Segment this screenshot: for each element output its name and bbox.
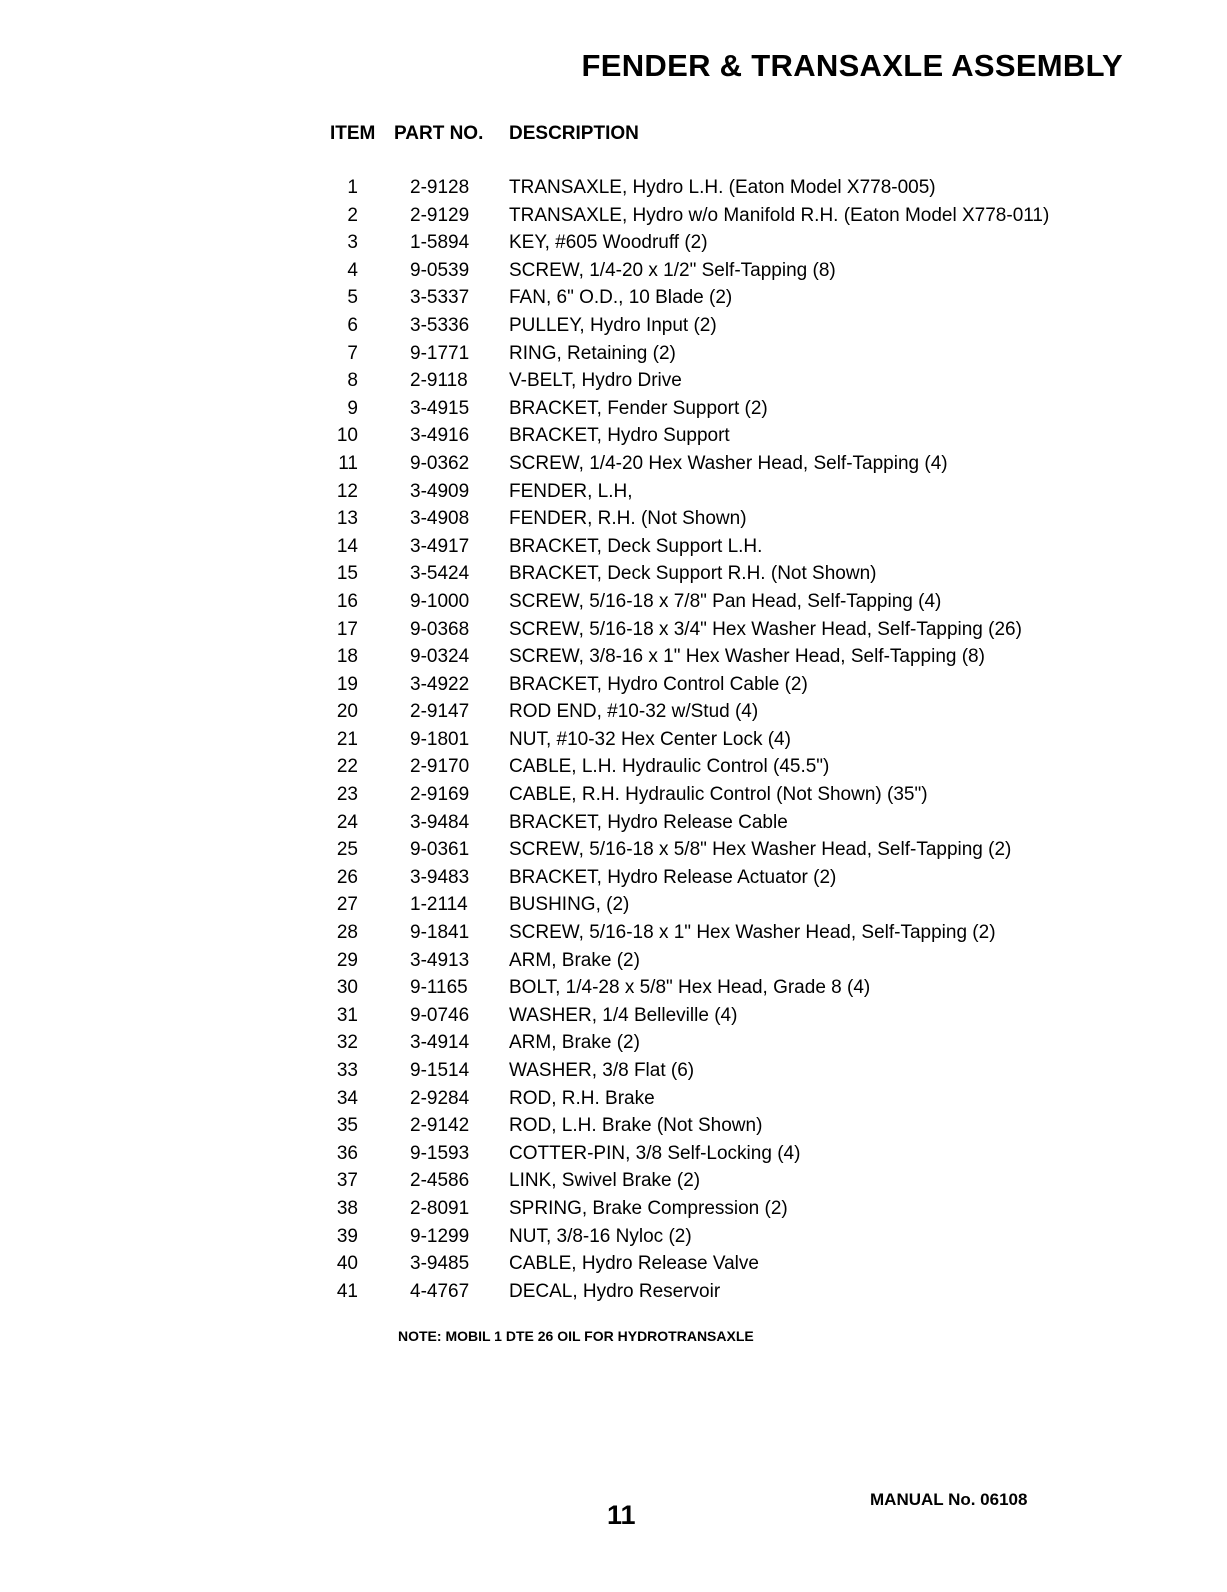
- table-row: [0, 422, 1227, 450]
- item-number: 24: [336, 811, 358, 833]
- part-description: SCREW, 1/4-20 Hex Washer Head, Self-Tapping (4): [509, 452, 948, 474]
- part-description: SCREW, 5/16-18 x 3/4" Hex Washer Head, Self-Tapping (26): [509, 618, 1022, 640]
- page-title: FENDER & TRANSAXLE ASSEMBLY: [581, 48, 1123, 83]
- part-description: CABLE, R.H. Hydraulic Control (Not Shown) (35"): [509, 784, 928, 806]
- part-description: CABLE, L.H. Hydraulic Control (45.5"): [509, 756, 830, 778]
- part-number: 4-4767: [410, 1280, 470, 1302]
- table-row: [0, 1085, 1227, 1113]
- part-description: FAN, 6" O.D., 10 Blade (2): [509, 287, 733, 309]
- part-description: SCREW, 5/16-18 x 7/8" Pan Head, Self-Tapping (4): [509, 590, 942, 612]
- part-number: 2-8091: [410, 1197, 470, 1219]
- item-number: 25: [336, 839, 358, 861]
- part-number: 3-4913: [410, 949, 470, 971]
- part-number: 2-9169: [410, 784, 470, 806]
- table-row: [0, 174, 1227, 202]
- item-number: 31: [336, 1004, 358, 1026]
- item-number: 28: [336, 922, 358, 944]
- manual-number: MANUAL No. 06108: [870, 1490, 1028, 1509]
- table-row: [0, 1140, 1227, 1168]
- table-row: [0, 312, 1227, 340]
- item-number: 13: [336, 508, 358, 530]
- item-number: 37: [336, 1170, 358, 1192]
- item-number: 32: [336, 1032, 358, 1054]
- item-number: 36: [336, 1142, 358, 1164]
- part-description: BOLT, 1/4-28 x 5/8" Hex Head, Grade 8 (4): [509, 977, 871, 999]
- part-number: 9-1000: [410, 590, 470, 612]
- part-description: PULLEY, Hydro Input (2): [509, 314, 717, 336]
- item-number: 38: [336, 1197, 358, 1219]
- table-row: [0, 1029, 1227, 1057]
- part-description: FENDER, L.H,: [509, 480, 633, 502]
- item-number: 41: [336, 1280, 358, 1302]
- part-description: ROD END, #10-32 w/Stud (4): [509, 701, 759, 723]
- part-number: 3-5424: [410, 563, 470, 585]
- part-description: ROD, L.H. Brake (Not Shown): [509, 1115, 763, 1137]
- table-row: [0, 284, 1227, 312]
- part-number: 3-9485: [410, 1253, 470, 1275]
- part-number: 9-1771: [410, 342, 470, 364]
- item-number: 23: [336, 784, 358, 806]
- item-number: 2: [347, 204, 358, 226]
- table-row: [0, 947, 1227, 975]
- item-number: 14: [336, 535, 358, 557]
- part-number: 2-9142: [410, 1115, 470, 1137]
- part-description: BRACKET, Deck Support L.H.: [509, 535, 763, 557]
- item-number: 1: [347, 177, 358, 198]
- item-number: 9: [347, 397, 358, 419]
- part-number: 9-0361: [410, 839, 470, 861]
- table-row: [0, 891, 1227, 919]
- table-row: [0, 809, 1227, 837]
- part-number: 3-4922: [410, 673, 470, 695]
- part-number: 3-4909: [410, 480, 470, 502]
- table-row: [0, 202, 1227, 230]
- part-description: RING, Retaining (2): [509, 342, 676, 364]
- item-number: 30: [336, 977, 358, 999]
- item-number: 4: [347, 259, 358, 281]
- part-description: NUT, 3/8-16 Nyloc (2): [509, 1225, 692, 1247]
- part-description: ROD, R.H. Brake: [509, 1087, 655, 1109]
- part-number: 9-0324: [410, 646, 470, 668]
- part-number: 3-4917: [410, 535, 470, 557]
- part-description: FENDER, R.H. (Not Shown): [509, 508, 747, 530]
- part-description: COTTER-PIN, 3/8 Self-Locking (4): [509, 1142, 801, 1164]
- part-description: ARM, Brake (2): [509, 1032, 640, 1054]
- part-description: SCREW, 1/4-20 x 1/2" Self-Tapping (8): [509, 259, 836, 281]
- part-number: 2-9147: [410, 701, 470, 723]
- table-row: [0, 753, 1227, 781]
- table-row: [0, 698, 1227, 726]
- table-row: [0, 1112, 1227, 1140]
- part-description: KEY, #605 Woodruff (2): [509, 232, 708, 254]
- item-number: 6: [347, 314, 358, 336]
- header-part-no: PART NO.: [394, 123, 484, 144]
- part-number: 9-1299: [410, 1225, 470, 1247]
- part-number: 1-5894: [410, 232, 470, 254]
- item-number: 8: [347, 370, 358, 392]
- item-number: 39: [336, 1225, 358, 1247]
- item-number: 3: [347, 232, 358, 254]
- part-description: WASHER, 1/4 Belleville (4): [509, 1004, 738, 1026]
- part-description: CABLE, Hydro Release Valve: [509, 1253, 759, 1275]
- part-number: 1-2114: [410, 894, 468, 916]
- table-row: [0, 1002, 1227, 1030]
- part-description: TRANSAXLE, Hydro L.H. (Eaton Model X778-005): [509, 177, 936, 198]
- part-number: 3-9484: [410, 811, 470, 833]
- item-number: 12: [336, 480, 358, 502]
- item-number: 16: [336, 590, 358, 612]
- table-row: [0, 974, 1227, 1002]
- table-row: [0, 450, 1227, 478]
- table-row: [0, 1278, 1227, 1306]
- part-description: V-BELT, Hydro Drive: [509, 370, 682, 392]
- table-row: [0, 367, 1227, 395]
- item-number: 26: [336, 866, 358, 888]
- part-number: 2-4586: [410, 1170, 470, 1192]
- item-number: 7: [347, 342, 358, 364]
- table-row: [0, 643, 1227, 671]
- item-number: 19: [336, 673, 358, 695]
- part-description: BRACKET, Hydro Support: [509, 425, 730, 447]
- table-row: [0, 919, 1227, 947]
- item-number: 21: [336, 728, 358, 750]
- part-number: 9-1801: [410, 728, 470, 750]
- item-number: 10: [336, 425, 358, 447]
- table-row: [0, 478, 1227, 506]
- part-description: SCREW, 3/8-16 x 1" Hex Washer Head, Self-Tapping (8): [509, 646, 985, 668]
- item-number: 40: [336, 1253, 358, 1275]
- part-number: 9-0746: [410, 1004, 470, 1026]
- part-number: 2-9129: [410, 204, 470, 226]
- part-number: 3-4908: [410, 508, 470, 530]
- item-number: 18: [336, 646, 358, 668]
- item-number: 11: [338, 452, 358, 474]
- part-description: BUSHING, (2): [509, 894, 630, 916]
- item-number: 17: [336, 618, 358, 640]
- table-row: [0, 836, 1227, 864]
- item-number: 5: [347, 287, 358, 309]
- part-description: SPRING, Brake Compression (2): [509, 1197, 788, 1219]
- header-description: DESCRIPTION: [509, 123, 639, 144]
- table-row: [0, 726, 1227, 754]
- part-number: 9-1841: [410, 922, 470, 944]
- part-number: 2-9170: [410, 756, 470, 778]
- part-number: 9-1514: [410, 1060, 470, 1081]
- part-number: 2-9128: [410, 177, 470, 198]
- table-row: [0, 1057, 1227, 1085]
- item-number: 27: [336, 894, 358, 916]
- table-row: [0, 560, 1227, 588]
- part-number: 9-0362: [410, 452, 470, 474]
- item-number: 35: [336, 1115, 358, 1137]
- part-number: 3-9483: [410, 866, 470, 888]
- table-row: [0, 1195, 1227, 1223]
- table-row: [0, 229, 1227, 257]
- part-description: SCREW, 5/16-18 x 5/8" Hex Washer Head, Self-Tapping (2): [509, 839, 1012, 861]
- part-description: BRACKET, Hydro Release Cable: [509, 811, 788, 833]
- item-number: 20: [336, 701, 358, 723]
- part-number: 3-5337: [410, 287, 470, 309]
- table-row: [0, 864, 1227, 892]
- table-row: [0, 1250, 1227, 1278]
- item-number: 34: [336, 1087, 358, 1109]
- table-row: [0, 588, 1227, 616]
- item-number: 15: [336, 563, 358, 585]
- table-row: [0, 533, 1227, 561]
- part-number: 9-1593: [410, 1142, 470, 1164]
- part-description: BRACKET, Hydro Control Cable (2): [509, 673, 808, 695]
- table-row: [0, 781, 1227, 809]
- page-number: 11: [607, 1500, 636, 1530]
- part-number: 9-0368: [410, 618, 470, 640]
- part-number: 3-5336: [410, 314, 470, 336]
- table-header: [0, 123, 1227, 149]
- table-row: [0, 257, 1227, 285]
- part-description: BRACKET, Deck Support R.H. (Not Shown): [509, 563, 877, 585]
- part-number: 9-1165: [410, 977, 468, 999]
- part-description: BRACKET, Hydro Release Actuator (2): [509, 866, 837, 888]
- item-number: 22: [336, 756, 358, 778]
- part-description: BRACKET, Fender Support (2): [509, 397, 768, 419]
- part-number: 9-0539: [410, 259, 470, 281]
- item-number: 33: [336, 1060, 358, 1081]
- table-row: [0, 395, 1227, 423]
- part-description: TRANSAXLE, Hydro w/o Manifold R.H. (Eaton Model X778-011): [509, 204, 1050, 226]
- table-row: [0, 616, 1227, 644]
- part-description: DECAL, Hydro Reservoir: [509, 1280, 721, 1302]
- part-number: 3-4914: [410, 1032, 470, 1054]
- part-number: 2-9118: [410, 370, 468, 392]
- part-description: NUT, #10-32 Hex Center Lock (4): [509, 728, 791, 750]
- part-description: WASHER, 3/8 Flat (6): [509, 1060, 695, 1081]
- table-row: [0, 340, 1227, 368]
- header-item: ITEM: [330, 123, 376, 144]
- item-number: 29: [336, 949, 358, 971]
- oil-note: NOTE: MOBIL 1 DTE 26 OIL FOR HYDROTRANSAXLE: [398, 1328, 754, 1344]
- part-description: LINK, Swivel Brake (2): [509, 1170, 701, 1192]
- part-number: 3-4915: [410, 397, 470, 419]
- table-row: [0, 505, 1227, 533]
- part-description: SCREW, 5/16-18 x 1" Hex Washer Head, Self-Tapping (2): [509, 922, 996, 944]
- parts-list: [0, 174, 1227, 1305]
- part-number: 3-4916: [410, 425, 470, 447]
- part-description: ARM, Brake (2): [509, 949, 640, 971]
- table-row: [0, 671, 1227, 699]
- table-row: [0, 1223, 1227, 1251]
- part-number: 2-9284: [410, 1087, 470, 1109]
- table-row: [0, 1167, 1227, 1195]
